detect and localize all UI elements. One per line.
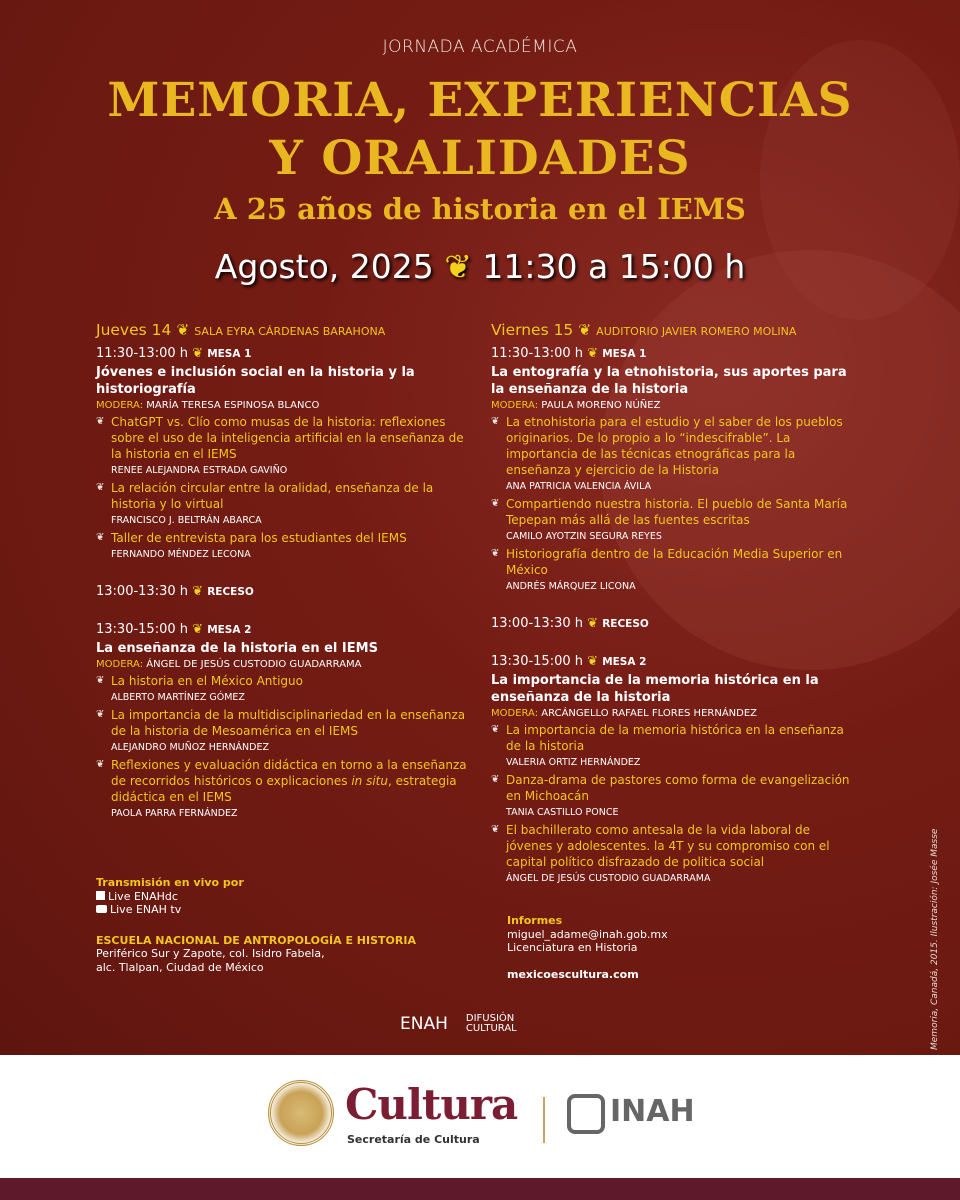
facebook-label: Live ENAHdc [108,889,178,903]
session-label: MESA 2 [602,656,647,668]
session-title: La entografía y la etnohistoria, sus aportes para la enseñanza de la historia [491,365,847,397]
info-title: Informes [507,914,563,927]
event-date: Agosto, 2025 [214,247,434,286]
ornament-icon: ❦ [192,346,204,361]
time-range: 11:30-13:00 h [491,346,583,361]
talk-title: La etnohistoria para el estudio y el saber de los pueblos originarios. De lo propio a lo “indescifrable”. La importancia de las técnicas etnográficas para la enseñanza y ejercicio de la Historia [506,415,843,477]
ornament-icon: ❦ [578,321,592,339]
session-time [96,621,476,639]
ornament-icon: ❦ [192,622,204,637]
ornament-icon: ❦ [192,584,204,599]
talk-speaker: ALBERTO MARTÍNEZ GÓMEZ [111,692,245,703]
facebook-icon [96,891,105,900]
time-range: 13:30-15:00 h [491,654,583,669]
program-name: Licenciatura en Historia [507,941,638,954]
address-line1: Periférico Sur y Zapote, col. Isidro Fabela, [96,947,325,960]
talk-title: El bachillerato como antesala de la vida laboral de jóvenes y adolescentes. la 4T y su compromiso con el capital político disfrazado de politica social [506,823,830,869]
moderator [491,398,851,413]
logo-divider [543,1097,545,1143]
youtube-label: Live ENAH tv [110,903,182,916]
bullet-ornament-icon: ❦ [96,675,105,686]
stream-info [96,876,416,974]
venue-label: SALA EYRA CÁRDENAS BARAHONA [194,325,386,338]
talk-speaker: ALEJANDRO MUÑOZ HERNÁNDEZ [111,742,269,753]
bottom-strip [0,1178,960,1200]
contact-email[interactable]: miguel_adame@inah.gob.mx [507,927,668,941]
event-hours: 11:30 a 15:00 h [482,247,746,286]
session-time [491,615,851,633]
talk-item [491,822,851,870]
talk-item [96,707,476,739]
session-time [96,345,476,363]
talk-speaker: TANIA CASTILLO PONCE [506,807,619,818]
session-title: Jóvenes e inclusión social en la historia y la historiografía [96,365,415,397]
break-block [96,583,476,601]
day-header [96,320,476,342]
talk-speaker: FERNANDO MÉNDEZ LECONA [111,549,251,560]
day-column-friday [491,320,851,887]
moderator-name: MARÍA TERESA ESPINOSA BLANCO [146,400,320,411]
venue-label: AUDITORIO JAVIER ROMERO MOLINA [596,325,797,338]
time-range: 11:30-13:00 h [96,346,188,361]
mexico-seal-logo [268,1080,334,1146]
bullet-ornament-icon: ❦ [96,759,105,770]
session-title: La importancia de la memoria histórica en la enseñanza de la historia [491,673,819,705]
event-kicker: JORNADA ACADÉMICA [382,37,578,57]
bullet-ornament-icon: ❦ [491,724,500,735]
ornament-icon: ❦ [444,247,472,286]
event-date-line [0,247,960,286]
talk-item [491,496,851,528]
enah-logo: ENAH [400,1014,448,1034]
talk-speaker: PAOLA PARRA FERNÁNDEZ [111,808,238,819]
ornament-icon: ❦ [587,616,599,631]
talk-title: Danza-drama de pastores como forma de evangelización en Michoacán [506,773,850,803]
talk-title: La relación circular entre la oralidad, enseñanza de la historia y lo virtual [111,481,434,511]
website-link[interactable]: mexicoescultura.com [507,967,639,981]
event-title-line2: Y ORALIDADES [269,131,691,186]
day-label: Jueves 14 [96,321,172,339]
talk-speaker: FRANCISCO J. BELTRÁN ABARCA [111,515,262,526]
bullet-ornament-icon: ❦ [491,548,500,559]
partner-logos [400,1014,536,1034]
talk-title: ChatGPT vs. Clío como musas de la historia: reflexiones sobre el uso de la inteligencia artificial en la enseñanza de la historia en el IEMS [111,415,464,461]
talk-speaker: ANDRÉS MÁRQUEZ LICONA [506,581,636,592]
facebook-link[interactable] [96,890,416,904]
bullet-ornament-icon: ❦ [491,774,500,785]
moderator-label: MODERA: [491,708,539,719]
session-label: MESA 2 [207,624,252,636]
talk-speaker: VALERIA ORTIZ HERNÁNDEZ [506,757,641,768]
bullet-ornament-icon: ❦ [96,532,105,543]
moderator-name: ARCÁNGELLO RAFAEL FLORES HERNÁNDEZ [541,708,758,719]
event-subtitle: A 25 años de historia en el IEMS [214,192,746,226]
talk-item [96,757,476,805]
bullet-ornament-icon: ❦ [491,498,500,509]
ornament-icon: ❦ [587,654,599,669]
talk-item [491,772,851,804]
day-column-thursday [96,320,476,822]
talk-title: Reflexiones y evaluación didáctica en torno a la enseñanza de recorridos históricos o explicaciones in situ, estrategia didáctica en el IEMS [111,758,467,804]
secretaria-label: Secretaría de Cultura [347,1133,480,1146]
talk-item [491,414,851,478]
talk-item [96,480,476,512]
session-label: MESA 1 [207,348,252,360]
bullet-ornament-icon: ❦ [96,482,105,493]
ornament-icon: ❦ [176,321,190,339]
moderator-label: MODERA: [96,400,144,411]
talk-item [96,530,476,546]
moderator-name: PAULA MORENO NÚÑEZ [541,400,661,411]
session-block [96,621,476,822]
break-block [491,615,851,633]
talk-title: La importancia de la multidisciplinariedad en la enseñanza de la historia de Mesoamérica en el IEMS [111,708,466,738]
bullet-ornament-icon: ❦ [491,824,500,835]
talk-speaker: RENEE ALEJANDRA ESTRADA GAVIÑO [111,465,288,476]
ornament-icon: ❦ [587,346,599,361]
talk-title: La importancia de la memoria histórica en la enseñanza de la historia [506,723,844,753]
time-range: 13:00-13:30 h [491,616,583,631]
session-time [491,653,851,671]
session-label: MESA 1 [602,348,647,360]
session-time [96,583,476,601]
talk-speaker: ANA PATRICIA VALENCIA ÁVILA [506,481,652,492]
time-range: 13:00-13:30 h [96,584,188,599]
contact-info [507,914,668,981]
bullet-ornament-icon: ❦ [96,709,105,720]
talk-item [491,546,851,578]
talk-title: La historia en el México Antiguo [111,674,303,688]
talk-title: Historiografía dentro de la Educación Media Superior en México [506,547,843,577]
talk-title: Compartiendo nuestra historia. El pueblo de Santa María Tepepan más allá de las fuentes escritas [506,497,848,527]
stream-title: Transmisión en vivo por [96,876,244,889]
moderator-name: ÁNGEL DE JESÚS CUSTODIO GUADARRAMA [146,659,362,670]
session-block [491,345,851,595]
youtube-icon [96,905,107,913]
inah-logo: INAH [610,1094,695,1129]
session-block [96,345,476,563]
session-block [491,653,851,887]
session-time [491,345,851,363]
session-label: RECESO [602,618,649,630]
talk-item [491,722,851,754]
youtube-link[interactable] [96,903,416,917]
event-title-line1: MEMORIA, EXPERIENCIAS [107,73,853,128]
talk-item [96,673,476,689]
talk-title: Taller de entrevista para los estudiantes del IEMS [111,531,407,545]
moderator [491,706,851,721]
session-label: RECESO [207,586,254,598]
session-title: La enseñanza de la historia en el IEMS [96,641,378,656]
day-header [491,320,851,342]
moderator-label: MODERA: [96,659,144,670]
moderator-label: MODERA: [491,400,539,411]
talk-speaker: CAMILO AYOTZIN SEGURA REYES [506,531,662,542]
bullet-ornament-icon: ❦ [96,416,105,427]
moderator [96,657,476,672]
time-range: 13:30-15:00 h [96,622,188,637]
bullet-ornament-icon: ❦ [491,416,500,427]
talk-speaker: ÁNGEL DE JESÚS CUSTODIO GUADARRAMA [506,873,711,884]
address-line2: alc. Tlalpan, Ciudad de México [96,960,264,974]
talk-item [96,414,476,462]
inah-glyph-icon [567,1094,605,1134]
cultura-logo: Cultura [345,1080,518,1129]
illustration-credit: Memoria, Canadá, 2015. Ilustración: Josée Masse [930,828,940,1050]
difusion-cultural-logo: DIFUSIÓN CULTURAL [465,1013,517,1034]
school-name: ESCUELA NACIONAL DE ANTROPOLOGÍA E HISTORIA [96,933,416,947]
moderator [96,398,476,413]
day-label: Viernes 15 [491,321,574,339]
